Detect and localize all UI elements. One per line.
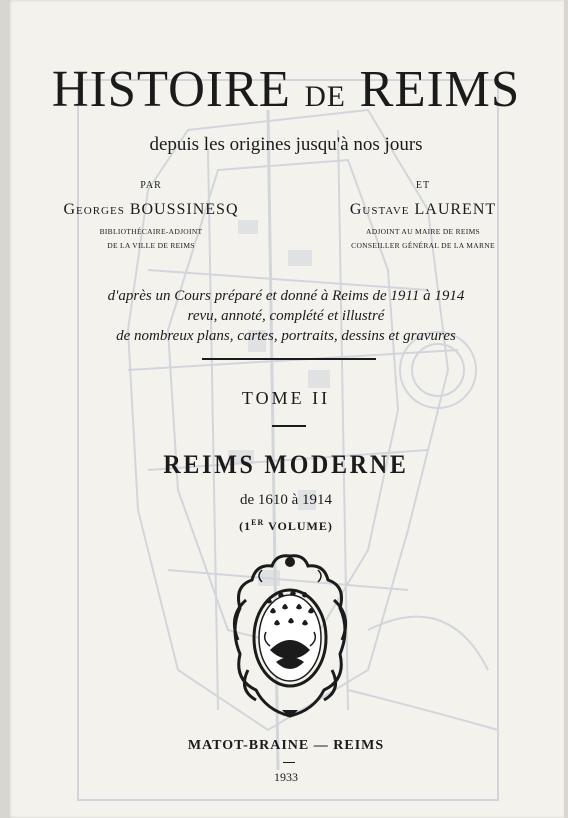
tome-label: TOME II [241, 388, 331, 408]
author-right-name: Gustave LAURENT [349, 201, 497, 218]
author-right-tag: ET [415, 180, 431, 191]
author-right-role-1: ADJOINT AU MAIRE DE REIMS [365, 227, 481, 236]
title-word-reims: REIMS [359, 61, 521, 118]
title-word-de: DE [304, 80, 346, 113]
author-left-tag: PAR [140, 180, 162, 191]
title-word-histoire: HISTOIRE [51, 61, 291, 118]
volume-open: (1 [239, 519, 252, 533]
author-right-role-2: CONSEILLER GÉNÉRAL DE LA MARNE [351, 241, 495, 250]
description-line-3: de nombreux plans, cartes, portraits, dessins et gravures [116, 328, 456, 344]
coat-of-arms-fleur-de-lis-icon [226, 550, 354, 722]
description [8, 286, 564, 346]
volume-close: VOLUME) [264, 519, 333, 533]
volume-superscript: ER [251, 518, 265, 527]
author-left-role-1: BIBLIOTHÉCAIRE-ADJOINT [99, 227, 203, 236]
publisher: MATOT-BRAINE — REIMS [187, 738, 385, 753]
title-page [8, 0, 564, 818]
description-line-2: revu, annoté, complété et illustré [187, 308, 385, 324]
date-range: de 1610 à 1914 [239, 492, 333, 508]
author-right [298, 180, 548, 253]
divider-rule [202, 358, 376, 360]
book-subtitle: depuis les origines jusqu'à nos jours [149, 134, 423, 155]
book-title [14, 62, 559, 125]
volume-label [8, 518, 564, 534]
description-line-1: d'après un Cours préparé et donné à Reims de 1911 à 1914 [107, 288, 465, 304]
publication-year: 1933 [274, 770, 298, 784]
publisher-rule [283, 762, 295, 763]
section-title: REIMS MODERNE [163, 450, 409, 479]
short-divider-rule [272, 425, 306, 427]
author-left-name: Georges BOUSSINESQ [63, 201, 239, 218]
author-left-role-2: DE LA VILLE DE REIMS [107, 241, 195, 250]
author-left [26, 180, 276, 253]
